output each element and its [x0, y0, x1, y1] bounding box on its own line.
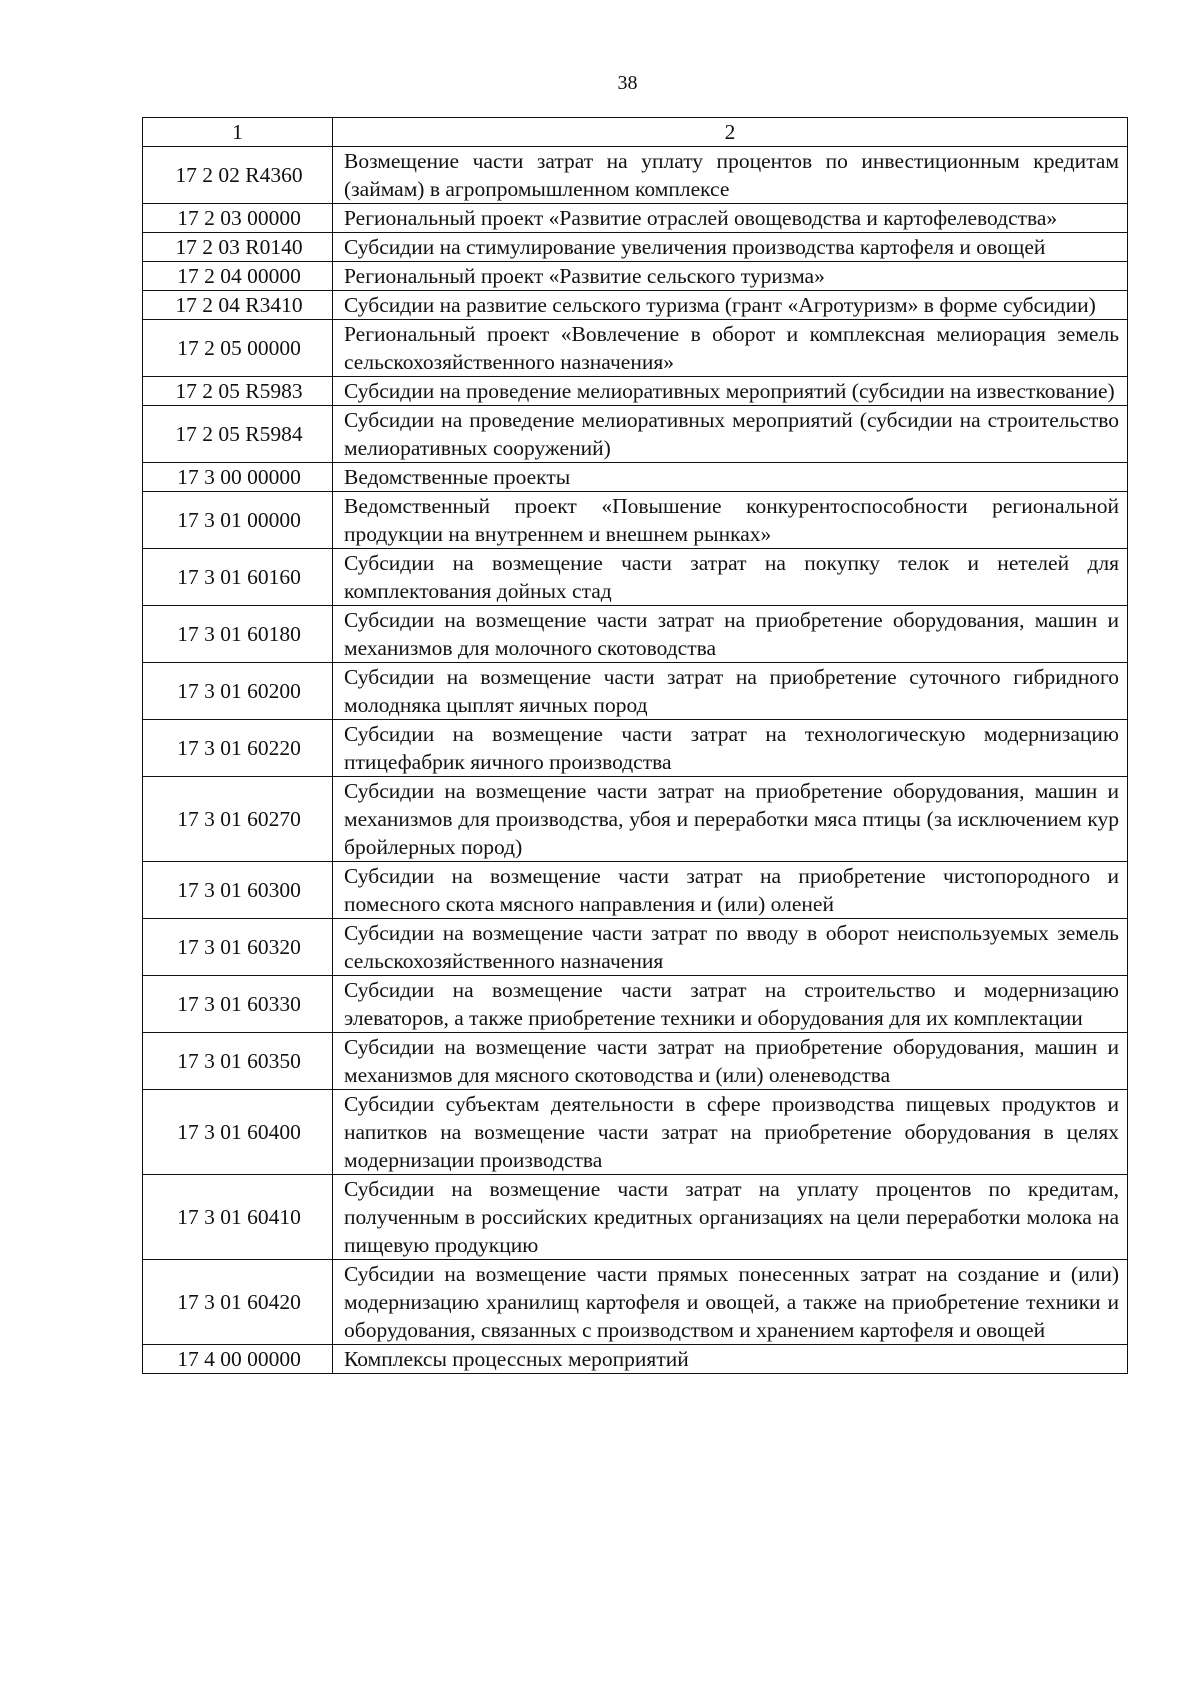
table-row — [143, 606, 1128, 663]
row-code: 17 3 01 60320 — [143, 919, 333, 976]
row-code: 17 3 01 60220 — [143, 720, 333, 777]
row-name: Комплексы процессных мероприятий — [333, 1345, 1128, 1374]
row-code: 17 3 01 60400 — [143, 1090, 333, 1175]
column-header-name: 2 — [333, 118, 1128, 147]
row-code: 17 3 01 60350 — [143, 1033, 333, 1090]
table-row — [143, 233, 1128, 262]
row-code: 17 2 04 00000 — [143, 262, 333, 291]
table-row — [143, 862, 1128, 919]
table-row — [143, 1260, 1128, 1345]
row-code: 17 2 05 00000 — [143, 320, 333, 377]
row-name: Региональный проект «Вовлечение в оборот и комплексная мелиорация земель сельскохозяйственного назначения» — [333, 320, 1128, 377]
table-row — [143, 663, 1128, 720]
row-code: 17 3 01 00000 — [143, 492, 333, 549]
row-name: Субсидии на возмещение части прямых понесенных затрат на создание и (или) модернизацию хранилищ картофеля и овощей, а также на приобретение техники и оборудования, связанных с производством и хранением картофеля и овощей — [333, 1260, 1128, 1345]
row-name: Субсидии субъектам деятельности в сфере производства пищевых продуктов и напитков на возмещение части затрат на приобретение оборудования в целях модернизации производства — [333, 1090, 1128, 1175]
table-row — [143, 262, 1128, 291]
row-name: Субсидии на развитие сельского туризма (грант «Агротуризм» в форме субсидии) — [333, 291, 1128, 320]
row-name: Субсидии на проведение мелиоративных мероприятий (субсидии на известкование) — [333, 377, 1128, 406]
row-name: Субсидии на возмещение части затрат на приобретение чистопородного и помесного скота мясного направления и (или) оленей — [333, 862, 1128, 919]
table-body — [143, 147, 1128, 1374]
budget-classification-table — [142, 117, 1128, 1374]
row-code: 17 2 05 R5983 — [143, 377, 333, 406]
row-name: Субсидии на возмещение части затрат по вводу в оборот неиспользуемых земель сельскохозяйственного назначения — [333, 919, 1128, 976]
table-row — [143, 549, 1128, 606]
table-row — [143, 976, 1128, 1033]
table-row — [143, 720, 1128, 777]
row-code: 17 2 02 R4360 — [143, 147, 333, 204]
row-name: Субсидии на проведение мелиоративных мероприятий (субсидии на строительство мелиоративных сооружений) — [333, 406, 1128, 463]
table-row — [143, 406, 1128, 463]
row-code: 17 3 01 60300 — [143, 862, 333, 919]
row-name: Субсидии на возмещение части затрат на приобретение суточного гибридного молодняка цыплят яичных пород — [333, 663, 1128, 720]
row-name: Региональный проект «Развитие отраслей овощеводства и картофелеводства» — [333, 204, 1128, 233]
table-row — [143, 204, 1128, 233]
row-name: Субсидии на возмещение части затрат на уплату процентов по кредитам, полученным в российских кредитных организациях на цели переработки молока на пищевую продукцию — [333, 1175, 1128, 1260]
row-code: 17 2 05 R5984 — [143, 406, 333, 463]
table-row — [143, 463, 1128, 492]
row-code: 17 3 00 00000 — [143, 463, 333, 492]
table-row — [143, 320, 1128, 377]
table-row — [143, 492, 1128, 549]
row-name: Субсидии на возмещение части затрат на строительство и модернизацию элеваторов, а также приобретение техники и оборудования для их комплектации — [333, 976, 1128, 1033]
table-row — [143, 1345, 1128, 1374]
row-code: 17 2 03 00000 — [143, 204, 333, 233]
row-code: 17 3 01 60330 — [143, 976, 333, 1033]
row-code: 17 3 01 60270 — [143, 777, 333, 862]
table-row — [143, 1090, 1128, 1175]
table-row — [143, 1175, 1128, 1260]
row-name: Возмещение части затрат на уплату процентов по инвестиционным кредитам (займам) в агропромышленном комплексе — [333, 147, 1128, 204]
row-name: Субсидии на возмещение части затрат на приобретение оборудования, машин и механизмов для производства, убоя и переработки мяса птицы (за исключением кур бройлерных пород) — [333, 777, 1128, 862]
table-row — [143, 777, 1128, 862]
row-code: 17 3 01 60160 — [143, 549, 333, 606]
row-code: 17 3 01 60410 — [143, 1175, 333, 1260]
table-row — [143, 1033, 1128, 1090]
row-code: 17 4 00 00000 — [143, 1345, 333, 1374]
row-code: 17 3 01 60180 — [143, 606, 333, 663]
row-name: Субсидии на стимулирование увеличения производства картофеля и овощей — [333, 233, 1128, 262]
row-name: Ведомственные проекты — [333, 463, 1128, 492]
row-code: 17 2 03 R0140 — [143, 233, 333, 262]
table-row — [143, 377, 1128, 406]
row-name: Субсидии на возмещение части затрат на технологическую модернизацию птицефабрик яичного производства — [333, 720, 1128, 777]
row-code: 17 3 01 60200 — [143, 663, 333, 720]
table-row — [143, 291, 1128, 320]
row-name: Ведомственный проект «Повышение конкурентоспособности региональной продукции на внутреннем и внешнем рынках» — [333, 492, 1128, 549]
row-name: Субсидии на возмещение части затрат на покупку телок и нетелей для комплектования дойных стад — [333, 549, 1128, 606]
table-row — [143, 919, 1128, 976]
column-header-code: 1 — [143, 118, 333, 147]
table-header-row — [143, 118, 1128, 147]
row-code: 17 3 01 60420 — [143, 1260, 333, 1345]
row-name: Субсидии на возмещение части затрат на приобретение оборудования, машин и механизмов для молочного скотоводства — [333, 606, 1128, 663]
row-name: Региональный проект «Развитие сельского туризма» — [333, 262, 1128, 291]
row-code: 17 2 04 R3410 — [143, 291, 333, 320]
table-row — [143, 147, 1128, 204]
page-number: 38 — [617, 72, 638, 94]
row-name: Субсидии на возмещение части затрат на приобретение оборудования, машин и механизмов для мясного скотоводства и (или) оленеводства — [333, 1033, 1128, 1090]
